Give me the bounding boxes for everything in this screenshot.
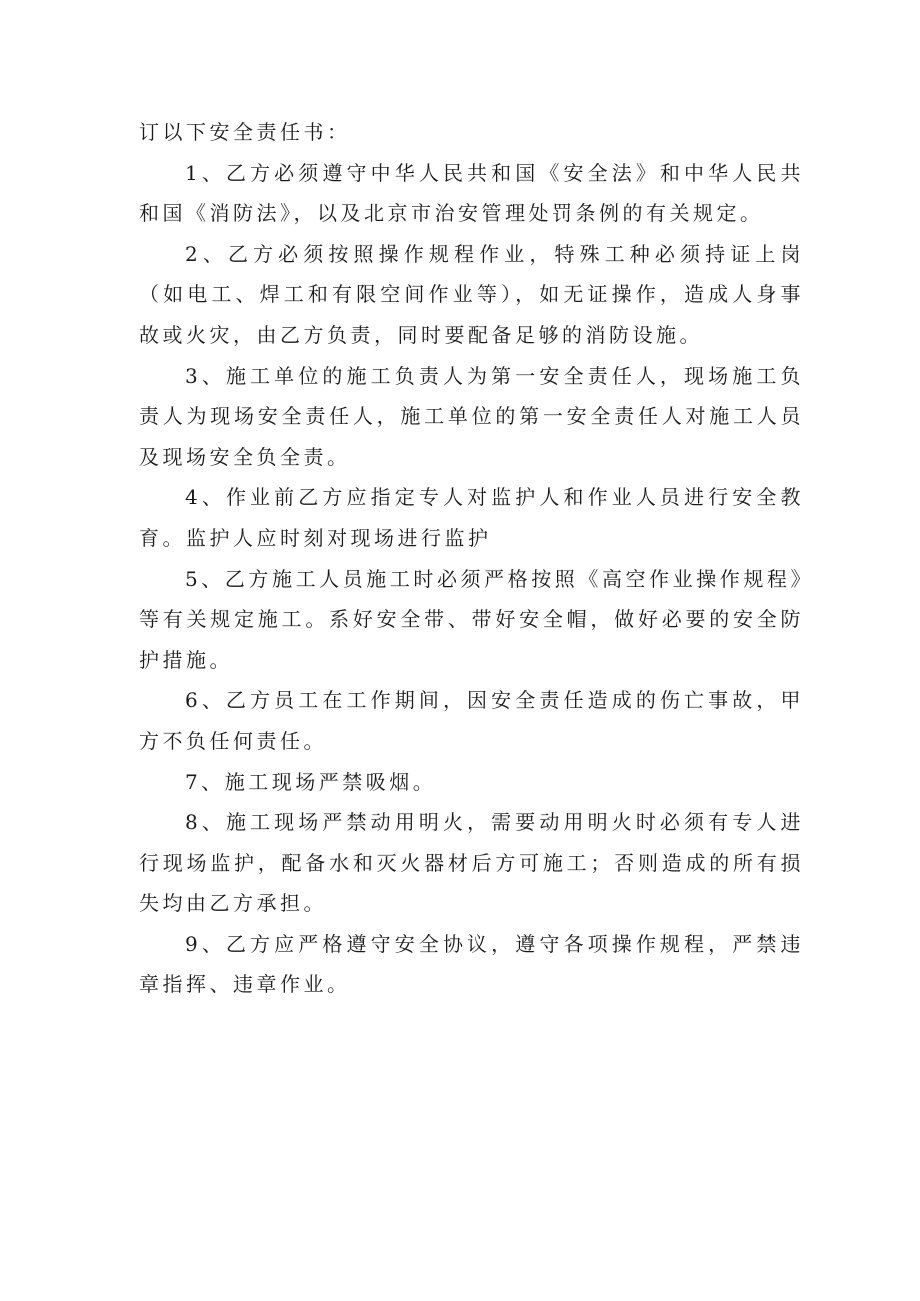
clause-4: 4、作业前乙方应指定专人对监护人和作业人员进行安全教育。监护人应时刻对现场进行监护 [139,485,804,550]
lead-in-text: 订以下安全责任书： [139,120,351,144]
clause-6: 6、乙方员工在工作期间，因安全责任造成的伤亡事故，甲方不负任何责任。 [139,688,804,753]
clause-9: 9、乙方应严格遵守安全协议，遵守各项操作规程，严禁违章指挥、违章作业。 [139,931,804,997]
clause-8: 8、施工现场严禁动用明火，需要动用明火时必须有专人进行现场监护，配备水和灭火器材后方可施工；否则造成的所有损失均由乙方承担。 [139,810,804,916]
clause-5: 5、乙方施工人员施工时必须严格按照《高空作业操作规程》等有关规定施工。系好安全带、带好安全帽，做好必要的安全防护措施。 [139,566,804,672]
clause-3: 3、施工单位的施工负责人为第一安全责任人，现场施工负责人为现场安全责任人，施工单位的第一安全责任人对施工人员及现场安全负全责。 [139,363,804,469]
clause-2: 2、乙方必须按照操作规程作业，特殊工种必须持证上岗（如电工、焊工和有限空间作业等），如无证操作，造成人身事故或火灾，由乙方负责，同时要配备足够的消防设施。 [139,241,804,347]
clause-7: 7、施工现场严禁吸烟。 [185,769,437,794]
document-body [139,112,804,1005]
clause-1: 1、乙方必须遵守中华人民共和国《安全法》和中华人民共和国《消防法》，以及北京市治安管理处罚条例的有关规定。 [139,160,804,226]
